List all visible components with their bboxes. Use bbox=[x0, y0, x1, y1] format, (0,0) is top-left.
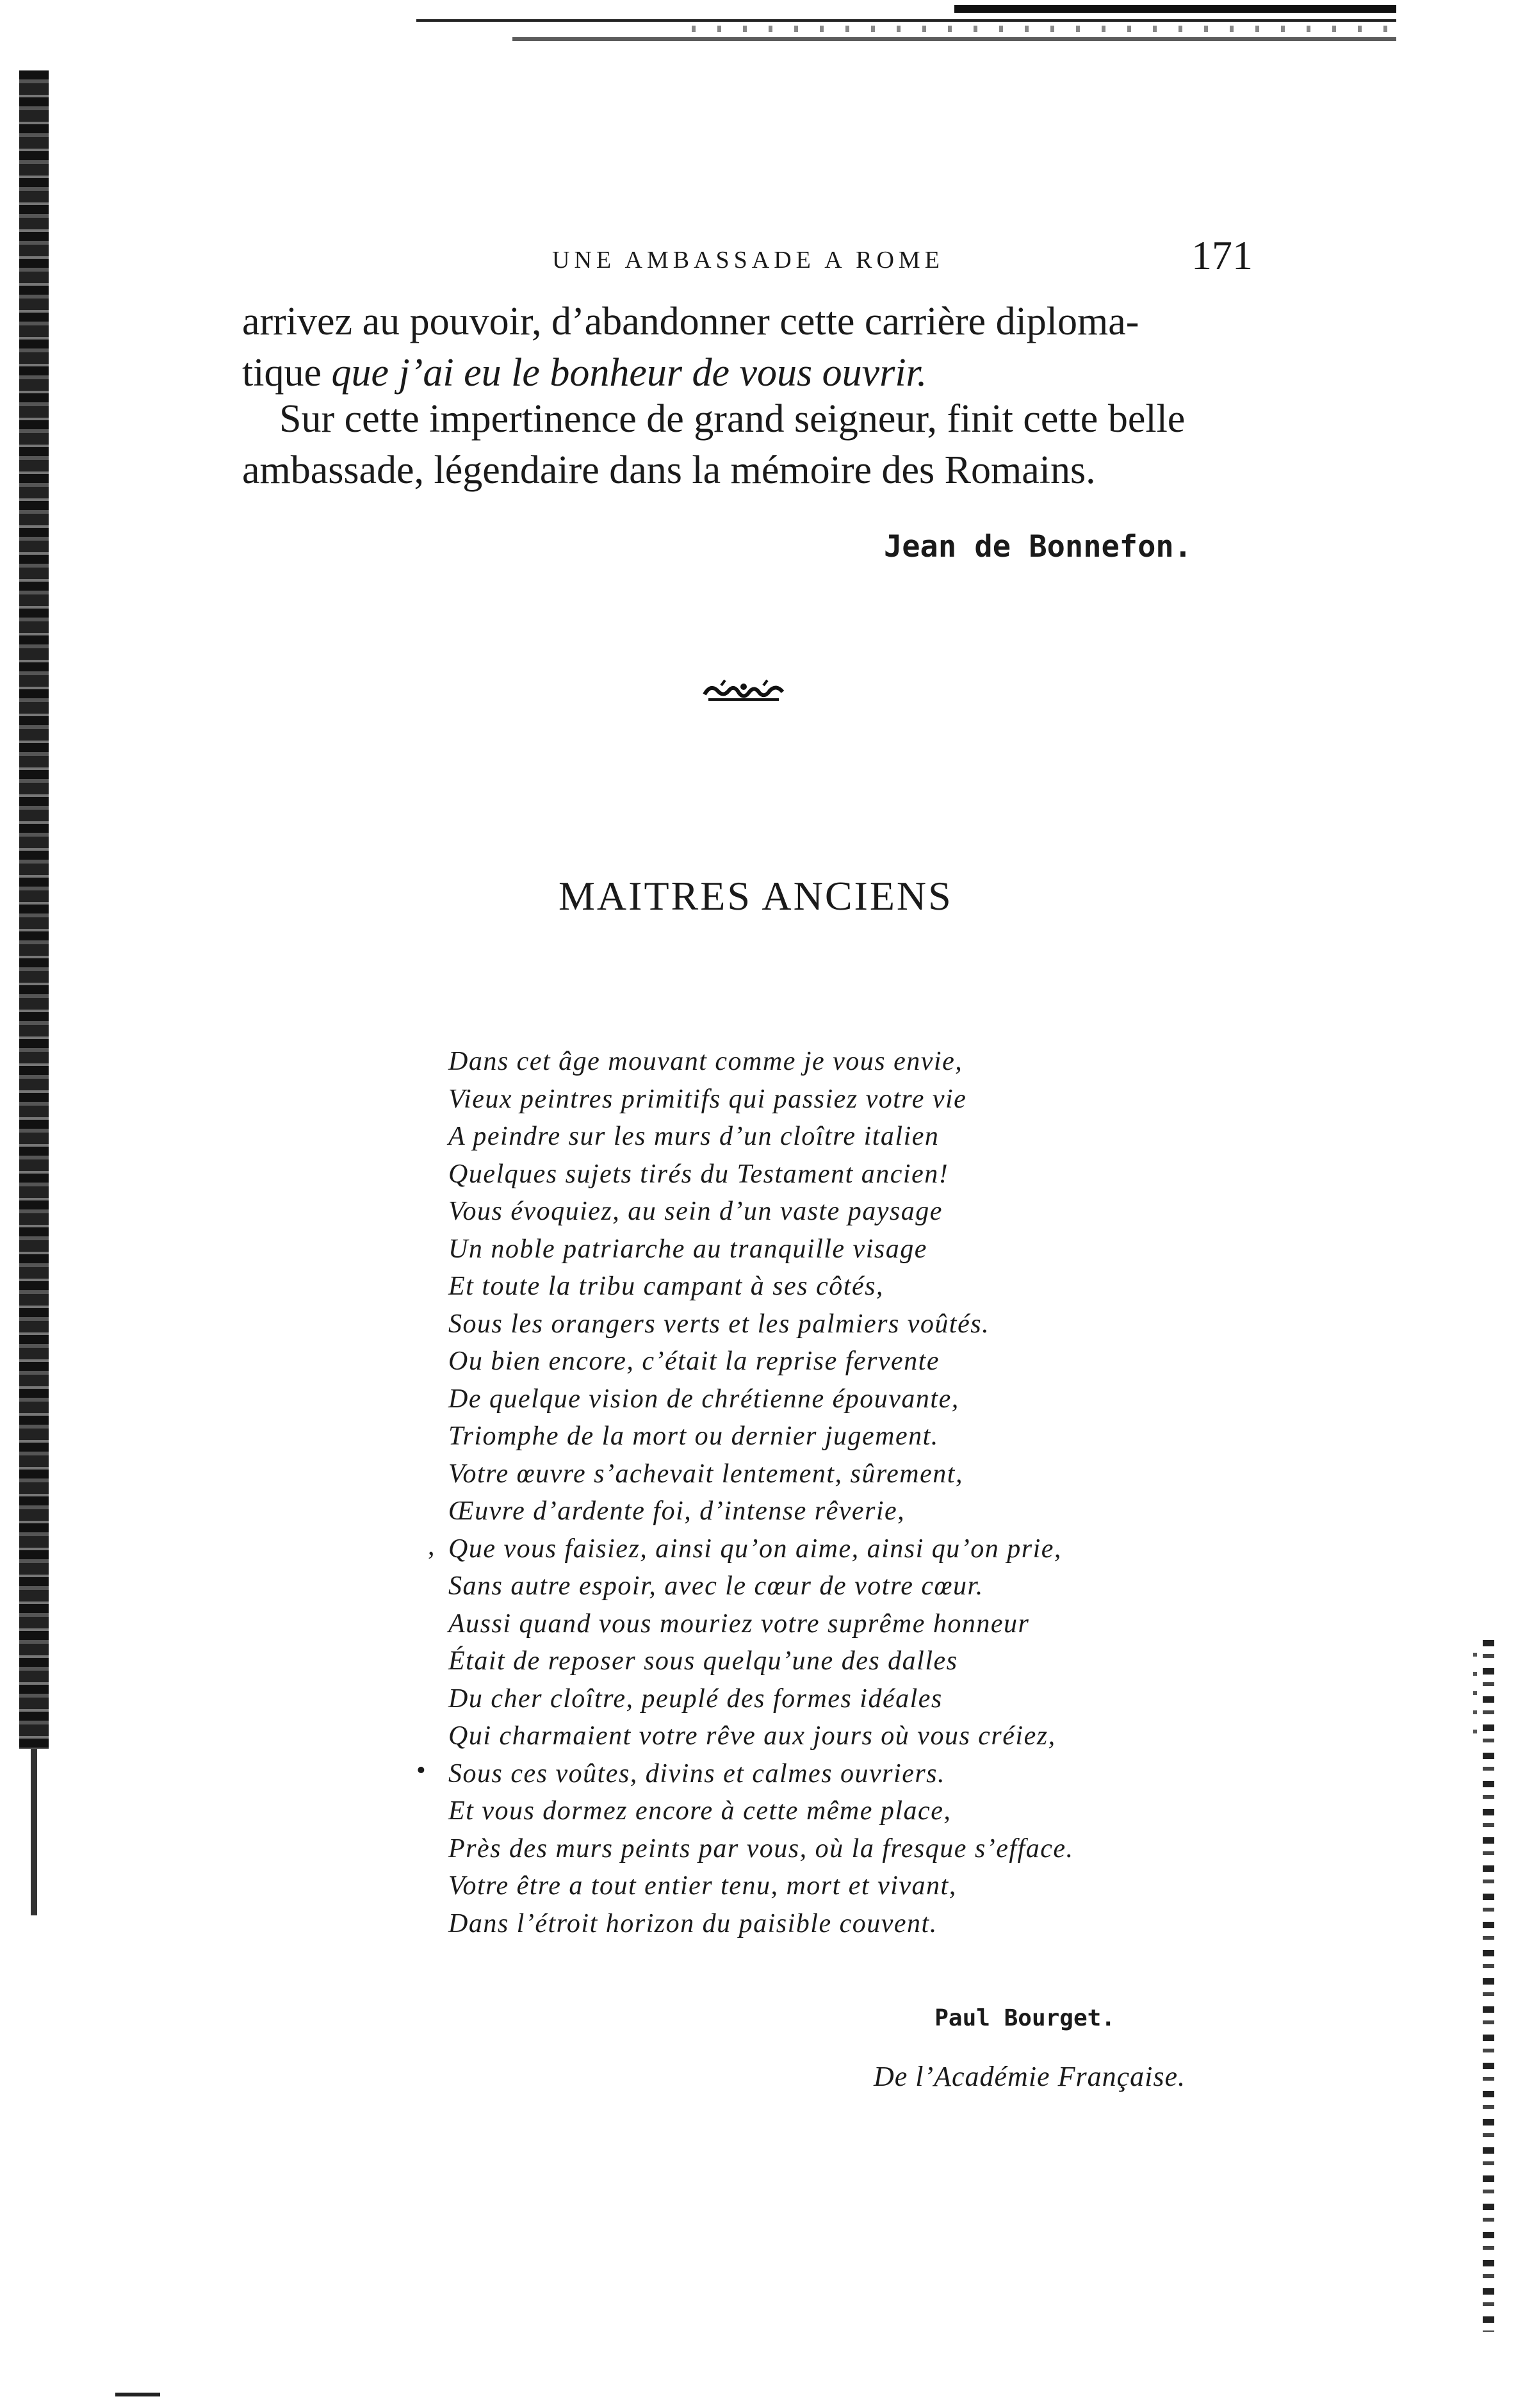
poem-line: Et vous dormez encore à cette même place, bbox=[448, 1796, 952, 1826]
binding-edge-shadow bbox=[19, 70, 49, 1749]
prose-line: Sur cette impertinence de grand seigneur, finit cette belle bbox=[279, 397, 1186, 441]
poem-line: Triomphe de la mort ou dernier jugement. bbox=[448, 1421, 939, 1451]
top-edge-specks bbox=[692, 26, 1396, 32]
poem-line: Dans cet âge mouvant comme je vous envie, bbox=[448, 1047, 963, 1076]
poem-line: Sous les orangers verts et les palmiers voûtés. bbox=[448, 1309, 990, 1339]
binding-edge-tail bbox=[31, 1749, 37, 1915]
poem-line: De quelque vision de chrétienne épouvante, bbox=[448, 1384, 959, 1414]
prose-line: arrivez au pouvoir, d’abandonner cette carrière diploma- bbox=[242, 300, 1139, 343]
author-signature: Jean de Bonnefon. bbox=[883, 529, 1192, 564]
poet-affiliation: De l’Académie Française. bbox=[873, 2061, 1186, 2092]
poem-body bbox=[448, 1043, 1074, 1942]
running-title: UNE AMBASSADE A ROME bbox=[552, 247, 944, 274]
poem-line: A peindre sur les murs d’un cloître italien bbox=[448, 1122, 940, 1151]
margin-mark: , bbox=[428, 1532, 435, 1561]
poem-line: Vieux peintres primitifs qui passiez votre vie bbox=[448, 1084, 967, 1114]
poem-line: Sans autre espoir, avec le cœur de votre cœur. bbox=[448, 1571, 984, 1601]
poem-line: Un noble patriarche au tranquille visage bbox=[448, 1234, 927, 1264]
top-edge-rule-thin bbox=[416, 19, 1396, 22]
right-edge-specks-faint bbox=[1473, 1653, 1477, 1742]
top-edge-rule bbox=[954, 5, 1396, 13]
poem-line: Était de reposer sous quelqu’une des dalles bbox=[448, 1646, 958, 1676]
poem-line: Vous évoquiez, au sein d’un vaste paysage bbox=[448, 1197, 943, 1226]
poem-line: Votre œuvre s’achevait lentement, sûrement, bbox=[448, 1459, 963, 1489]
prose-line bbox=[242, 347, 927, 398]
prose-text: tique bbox=[242, 351, 332, 395]
poem-line: Et toute la tribu campant à ses côtés, bbox=[448, 1272, 884, 1301]
top-edge-rule-faint bbox=[512, 37, 1396, 41]
poem-line: Œuvre d’ardente foi, d’intense rêverie, bbox=[448, 1496, 906, 1526]
poem-line: Sous ces voûtes, divins et calmes ouvriers. bbox=[448, 1758, 946, 1789]
poem-title: MAITRES ANCIENS bbox=[559, 873, 953, 919]
poem-line: Aussi quand vous mouriez votre suprême honneur bbox=[448, 1609, 1030, 1639]
prose-line: ambassade, légendaire dans la mémoire des Romains. bbox=[242, 448, 1096, 492]
right-edge-specks bbox=[1483, 1640, 1494, 2332]
poem-line: Du cher cloître, peuplé des formes idéales bbox=[448, 1683, 943, 1714]
poem-line: Ou bien encore, c’était la reprise fervente bbox=[448, 1347, 940, 1376]
poem-line: Qui charmaient votre rêve aux jours où vous créiez, bbox=[448, 1721, 1056, 1751]
bottom-edge-mark bbox=[115, 2393, 160, 2396]
poet-signature: Paul Bourget. bbox=[934, 2005, 1115, 2031]
page-number: 171 bbox=[1191, 233, 1253, 278]
poem-line: Que vous faisiez, ainsi qu’on aime, ainsi qu’on prie, bbox=[448, 1534, 1062, 1564]
fleuron-ornament-icon bbox=[702, 678, 785, 703]
poem-line: Près des murs peints par vous, où la fresque s’efface. bbox=[448, 1833, 1074, 1863]
prose-italic-text: que j’ai eu le bonheur de vous ouvrir. bbox=[331, 351, 927, 395]
margin-mark: • bbox=[416, 1756, 426, 1785]
poem-line: Dans l’étroit horizon du paisible couvent. bbox=[448, 1908, 938, 1938]
poem-line: Votre être a tout entier tenu, mort et vivant, bbox=[448, 1871, 957, 1901]
poem-line: Quelques sujets tirés du Testament ancien! bbox=[448, 1159, 949, 1189]
